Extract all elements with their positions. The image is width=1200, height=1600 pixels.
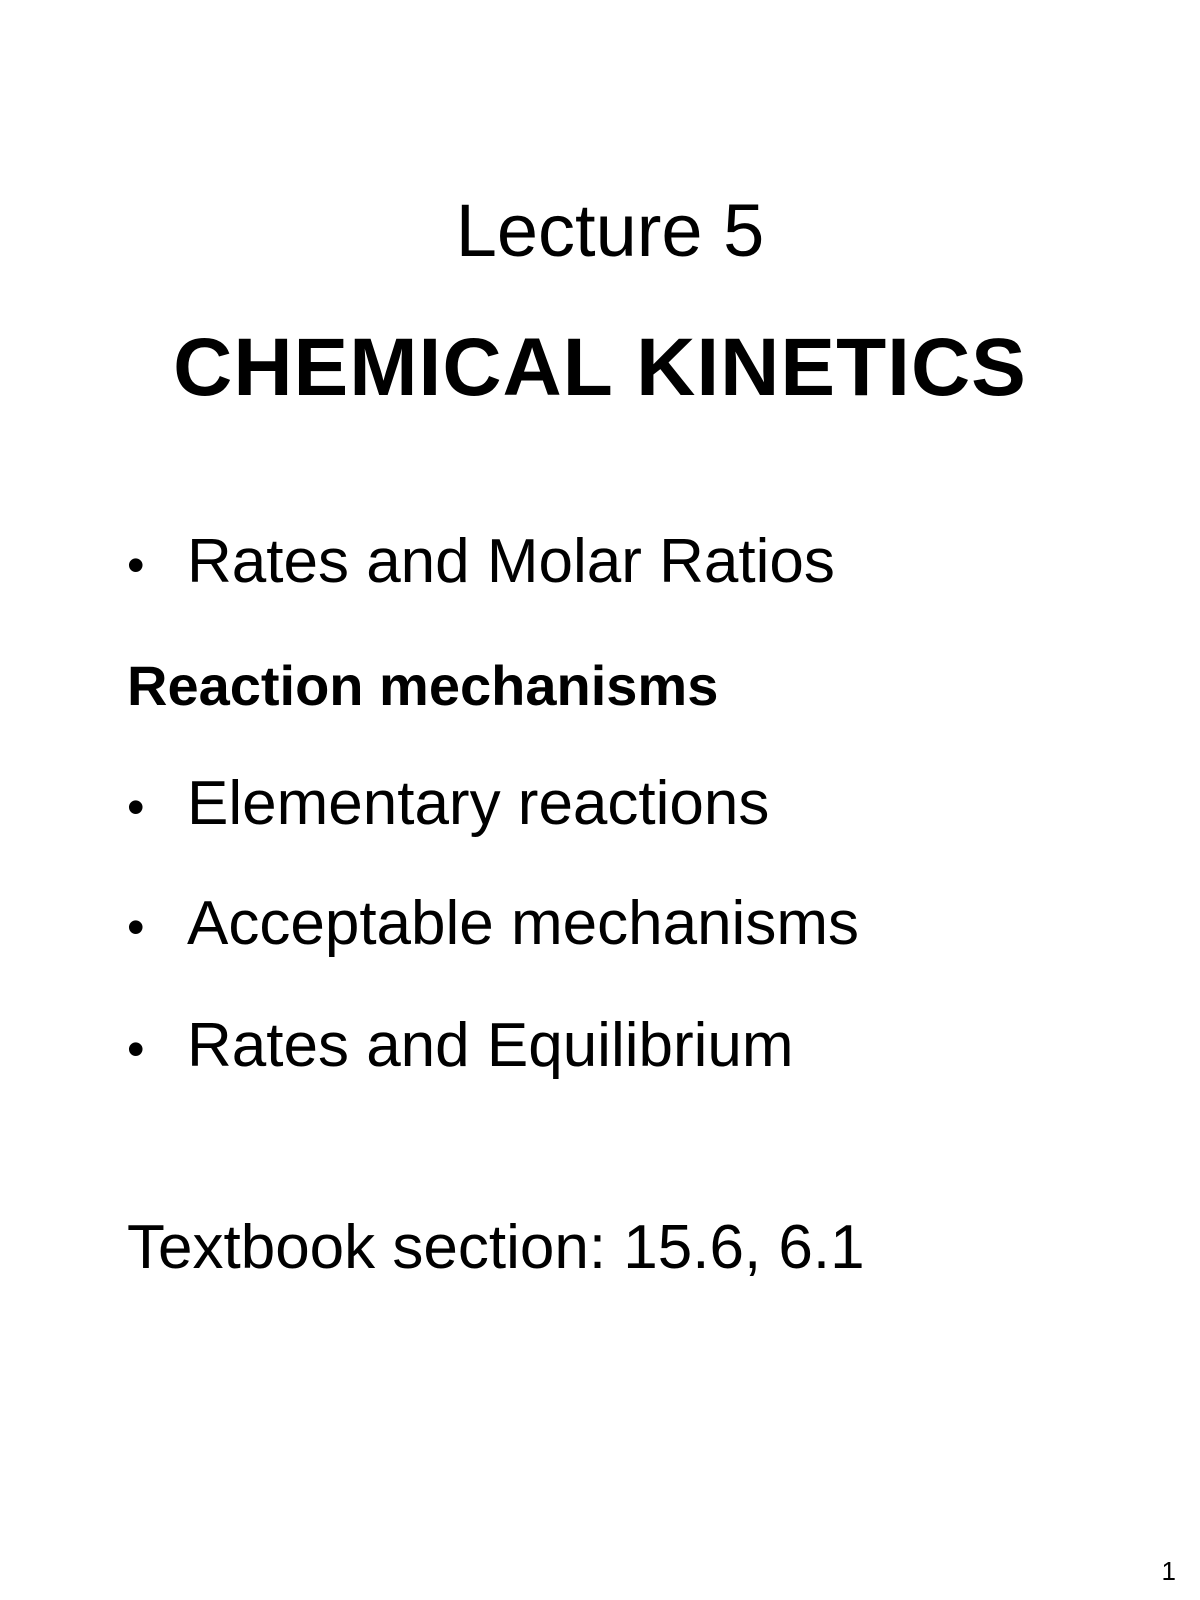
- slide-title: CHEMICAL KINETICS: [173, 322, 1027, 413]
- bullet-icon: •: [127, 899, 145, 955]
- bullet-icon: •: [127, 537, 145, 593]
- page-number: 1: [1161, 1556, 1176, 1586]
- bullet-item: [127, 1010, 794, 1085]
- bullet-text: Rates and Equilibrium: [187, 1011, 794, 1080]
- bullet-text: Elementary reactions: [187, 769, 770, 838]
- bullet-item: [127, 526, 835, 601]
- bullet-text: Rates and Molar Ratios: [187, 527, 835, 596]
- bullet-text: Acceptable mechanisms: [187, 889, 859, 958]
- bullet-icon: •: [127, 1021, 145, 1077]
- bullet-icon: •: [127, 779, 145, 835]
- textbook-reference: Textbook section: 15.6, 6.1: [127, 1213, 865, 1282]
- bullet-item: [127, 768, 769, 843]
- lecture-label: Lecture 5: [455, 189, 765, 272]
- bullet-item: [127, 888, 859, 963]
- section-subheading: Reaction mechanisms: [127, 654, 719, 717]
